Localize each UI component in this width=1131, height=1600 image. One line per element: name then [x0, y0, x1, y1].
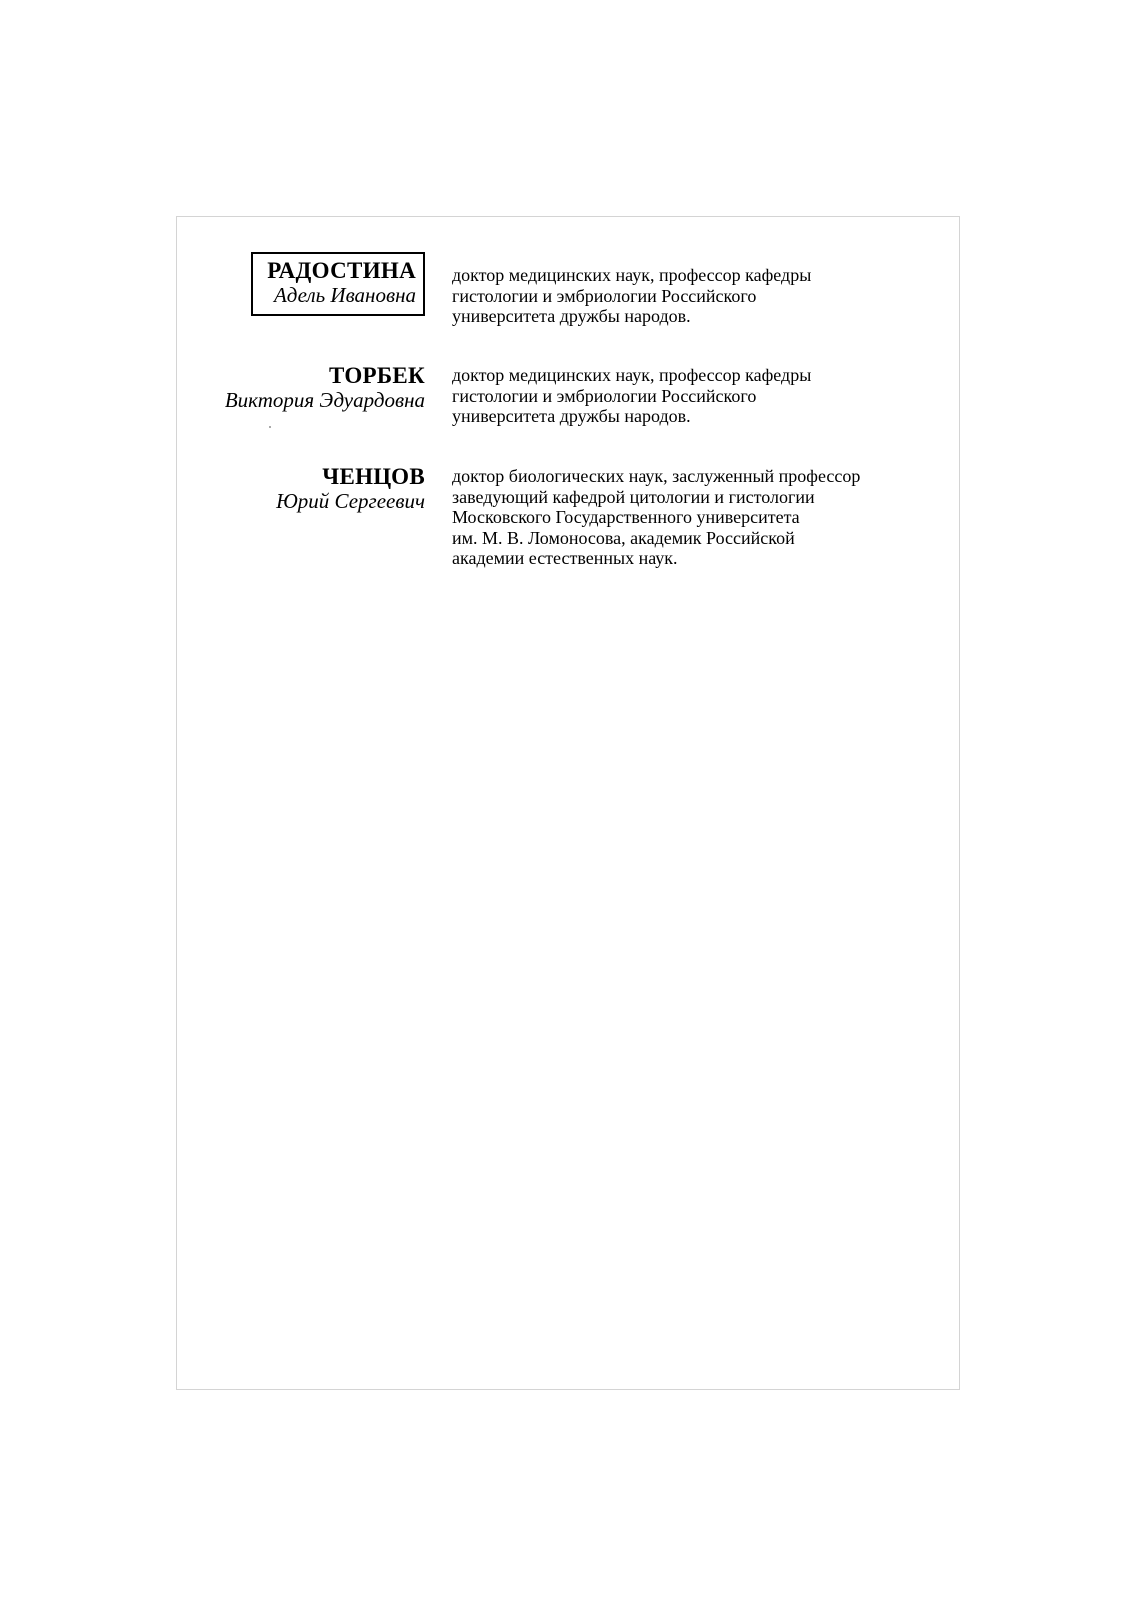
author-name-box	[251, 252, 425, 316]
author-name-block	[276, 464, 425, 514]
author-given-names: Адель Ивановна	[273, 283, 416, 307]
author-name-block	[251, 252, 425, 316]
author-description: доктор биологических наук, заслуженный профессор заведующий кафедрой цитологии и гистологии Московского Государственного университета им. М. В. Ломоносова, академик Российской академии естественных наук.	[452, 466, 861, 568]
author-surname: ТОРБЕК	[328, 363, 425, 388]
author-description: доктор медицинских наук, профессор кафедры гистологии и эмбриологии Российского университета дружбы народов.	[452, 365, 812, 426]
author-given-names: Юрий Сергеевич	[276, 489, 425, 513]
author-given-names: Виктория Эдуардовна	[224, 388, 425, 412]
author-surname: ЧЕНЦОВ	[322, 464, 425, 489]
author-description: доктор медицинских наук, профессор кафедры гистологии и эмбриологии Российского университета дружбы народов.	[452, 265, 812, 326]
print-speck	[269, 426, 271, 428]
author-surname: РАДОСТИНА	[267, 258, 416, 283]
author-name-block	[225, 363, 425, 413]
